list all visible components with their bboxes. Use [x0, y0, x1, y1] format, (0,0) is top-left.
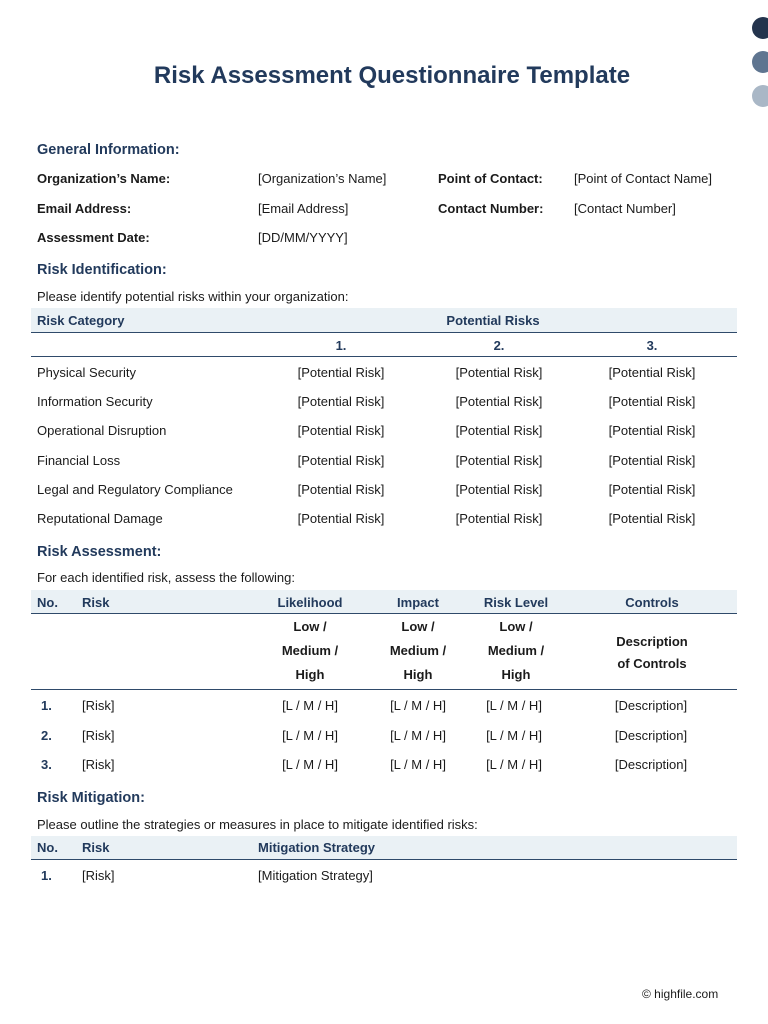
risk-cell[interactable]: [Risk] — [82, 757, 115, 772]
potential-risk-cell[interactable]: [Potential Risk] — [608, 423, 696, 439]
scale-medium: Medium / — [487, 643, 545, 658]
contact-label: Point of Contact: — [438, 171, 543, 186]
decor-dot-dark — [752, 17, 768, 39]
risk-cell[interactable]: [Risk] — [82, 698, 115, 713]
mitigation-col-strategy: Mitigation Strategy — [258, 840, 376, 855]
likelihood-cell[interactable]: [L / M / H] — [282, 698, 338, 713]
potential-risk-cell[interactable]: [Potential Risk] — [608, 481, 696, 497]
col-risk: Risk — [82, 595, 110, 610]
mitigation-heading: Risk Mitigation: — [37, 790, 145, 806]
impact-cell[interactable]: [L / M / H] — [390, 698, 446, 713]
controls-desc-line-1: Description — [616, 634, 688, 649]
page-title: Risk Assessment Questionnaire Template — [153, 62, 631, 89]
mitigation-header-band — [31, 836, 737, 860]
row-number: 3. — [41, 757, 52, 772]
risk-level-cell[interactable]: [L / M / H] — [486, 757, 542, 772]
potential-risk-cell[interactable]: [Potential Risk] — [608, 365, 696, 380]
email-label: Email Address: — [37, 201, 132, 216]
date-field[interactable]: [DD/MM/YYYY] — [258, 230, 348, 245]
potential-risk-cell[interactable]: [Potential Risk] — [608, 452, 696, 468]
impact-scale — [378, 615, 458, 687]
phone-field[interactable]: [Contact Number] — [574, 201, 676, 216]
col-controls: Controls — [625, 595, 679, 610]
potential-risk-cell[interactable]: [Potential Risk] — [608, 511, 696, 526]
impact-cell[interactable]: [L / M / H] — [390, 757, 446, 772]
assessment-heading: Risk Assessment: — [37, 544, 162, 560]
risk-cell[interactable]: [Risk] — [82, 727, 115, 743]
risk-level-cell[interactable]: [L / M / H] — [486, 698, 542, 713]
identification-intro: Please identify potential risks within your organization: — [37, 289, 349, 304]
col-sub-1: 1. — [335, 338, 347, 353]
col-potential-risks: Potential Risks — [446, 313, 540, 328]
org-name-label: Organization’s Name: — [37, 171, 171, 186]
potential-risk-cell[interactable]: [Potential Risk] — [297, 481, 385, 497]
risk-cell[interactable]: [Risk] — [82, 868, 115, 883]
identification-header-band — [31, 308, 737, 333]
controls-desc-line-2: of Controls — [617, 656, 687, 671]
identification-heading: Risk Identification: — [37, 262, 167, 278]
scale-low: Low / — [293, 619, 327, 634]
scale-medium: Medium / — [389, 643, 447, 658]
row-number: 1. — [41, 868, 52, 883]
col-likelihood: Likelihood — [277, 595, 343, 610]
mitigation-strategy-cell[interactable]: [Mitigation Strategy] — [258, 868, 373, 883]
mitigation-intro: Please outline the strategies or measures in place to mitigate identified risks: — [37, 817, 478, 832]
assessment-intro: For each identified risk, assess the following: — [37, 570, 295, 585]
col-sub-2: 2. — [493, 338, 505, 353]
risk-category-label: Reputational Damage — [37, 511, 163, 526]
risk-level-scale — [476, 615, 556, 687]
risk-level-cell[interactable]: [L / M / H] — [486, 727, 542, 743]
risk-category-label: Legal and Regulatory Compliance — [37, 481, 233, 497]
risk-category-label: Financial Loss — [37, 452, 121, 468]
controls-cell[interactable]: [Description] — [614, 727, 688, 743]
potential-risk-cell[interactable]: [Potential Risk] — [455, 511, 543, 526]
scale-high: High — [403, 667, 433, 682]
col-risk-level: Risk Level — [483, 595, 549, 610]
potential-risk-cell[interactable]: [Potential Risk] — [297, 423, 385, 439]
likelihood-cell[interactable]: [L / M / H] — [282, 757, 338, 772]
row-number: 2. — [41, 727, 52, 743]
scale-high: High — [295, 667, 325, 682]
potential-risk-cell[interactable]: [Potential Risk] — [297, 365, 385, 380]
potential-risk-cell[interactable]: [Potential Risk] — [455, 452, 543, 468]
col-risk-category: Risk Category — [37, 313, 125, 328]
col-impact: Impact — [397, 595, 439, 610]
scale-low: Low / — [401, 619, 435, 634]
org-name-field[interactable]: [Organization’s Name] — [258, 171, 387, 186]
scale-medium: Medium / — [281, 643, 339, 658]
col-sub-3: 3. — [646, 338, 658, 353]
risk-category-label: Physical Security — [37, 365, 136, 380]
email-field[interactable]: [Email Address] — [258, 201, 349, 216]
scale-low: Low / — [499, 619, 533, 634]
mitigation-col-risk: Risk — [82, 840, 110, 855]
phone-label: Contact Number: — [438, 201, 544, 216]
impact-cell[interactable]: [L / M / H] — [390, 727, 446, 743]
likelihood-scale — [270, 615, 350, 687]
potential-risk-cell[interactable]: [Potential Risk] — [297, 511, 385, 526]
controls-description-header — [592, 631, 712, 675]
contact-field[interactable]: [Point of Contact Name] — [574, 171, 713, 186]
potential-risk-cell[interactable]: [Potential Risk] — [455, 481, 543, 497]
risk-category-label: Operational Disruption — [37, 423, 167, 439]
potential-risk-cell[interactable]: [Potential Risk] — [455, 394, 543, 410]
controls-cell[interactable]: [Description] — [614, 757, 688, 772]
controls-cell[interactable]: [Description] — [614, 698, 688, 713]
potential-risk-cell[interactable]: [Potential Risk] — [297, 394, 385, 410]
scale-high: High — [501, 667, 531, 682]
potential-risk-cell[interactable]: [Potential Risk] — [608, 394, 696, 410]
col-no: No. — [37, 595, 58, 610]
general-heading: General Information: — [37, 142, 180, 158]
assessment-subheader-rule — [31, 689, 737, 690]
footer-credit: © highfile.com — [642, 987, 719, 1001]
potential-risk-cell[interactable]: [Potential Risk] — [455, 365, 543, 380]
likelihood-cell[interactable]: [L / M / H] — [282, 727, 338, 743]
mitigation-col-no: No. — [37, 840, 58, 855]
row-number: 1. — [41, 698, 52, 713]
potential-risk-cell[interactable]: [Potential Risk] — [297, 452, 385, 468]
identification-subheader-rule — [31, 356, 737, 357]
potential-risk-cell[interactable]: [Potential Risk] — [455, 423, 543, 439]
date-label: Assessment Date: — [37, 230, 150, 245]
risk-category-label: Information Security — [37, 394, 153, 410]
